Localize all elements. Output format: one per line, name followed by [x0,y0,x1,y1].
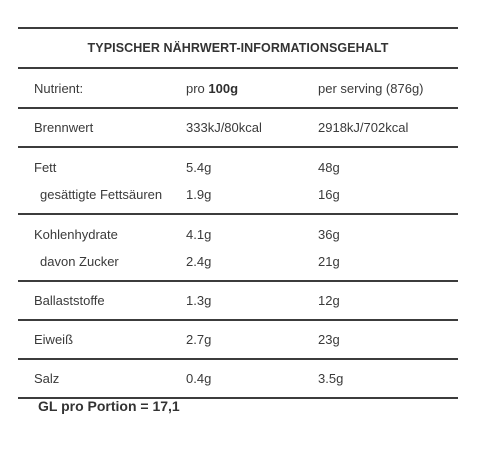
group-ballaststoffe [18,282,458,321]
header-100g: 100g [208,80,239,96]
per-serving-value: 23g [318,332,340,347]
nutrition-table [18,27,458,399]
per-serving-value: 36g [318,227,340,242]
per-serving-value: 12g [318,293,340,308]
per-100g-value: 5.4g [186,160,212,175]
table-row [18,181,458,208]
header-nutrient: Nutrient: [34,80,84,96]
header-per-100g [186,81,318,96]
header-per-prefix: pro [186,80,209,96]
nutrient-name: Ballaststoffe [34,293,105,308]
per-serving-value: 48g [318,160,340,175]
table-row [18,360,458,397]
table-row [18,221,458,248]
nutrient-name: davon Zucker [40,254,119,269]
group-eiweiss [18,321,458,360]
per-serving-value: 16g [318,187,340,202]
nutrient-name: Eiweiß [34,332,74,347]
table-row [18,248,458,275]
per-serving-value: 3.5g [318,371,344,386]
table-header-row [18,69,458,107]
per-100g-value: 4.1g [186,227,212,242]
per-100g-value: 333kJ/80kcal [186,120,262,135]
table-row [18,154,458,181]
table-row [18,321,458,358]
nutrient-name: gesättigte Fettsäuren [40,187,163,202]
group-kohlenhydrate [18,215,458,282]
table-row [18,109,458,146]
nutrient-name: Brennwert [34,120,94,135]
per-serving-value: 21g [318,254,340,269]
header-row-group [18,69,458,109]
per-100g-value: 1.3g [186,293,212,308]
per-100g-value: 2.4g [186,254,212,269]
glycemic-load-footnote: GL pro Portion = 17,1 [38,398,180,414]
table-title: TYPISCHER NÄHRWERT-INFORMATIONSGEHALT [18,27,458,69]
header-per-serving: per serving (876g) [318,80,424,96]
group-brennwert [18,109,458,148]
group-salz [18,360,458,399]
nutrient-name: Fett [34,160,57,175]
per-serving-value: 2918kJ/702kcal [318,120,409,135]
table-row [18,282,458,319]
per-100g-value: 2.7g [186,332,212,347]
nutrient-name: Kohlenhydrate [34,227,118,242]
nutrient-name: Salz [34,371,60,386]
group-fett [18,148,458,215]
per-100g-value: 0.4g [186,371,212,386]
per-100g-value: 1.9g [186,187,212,202]
